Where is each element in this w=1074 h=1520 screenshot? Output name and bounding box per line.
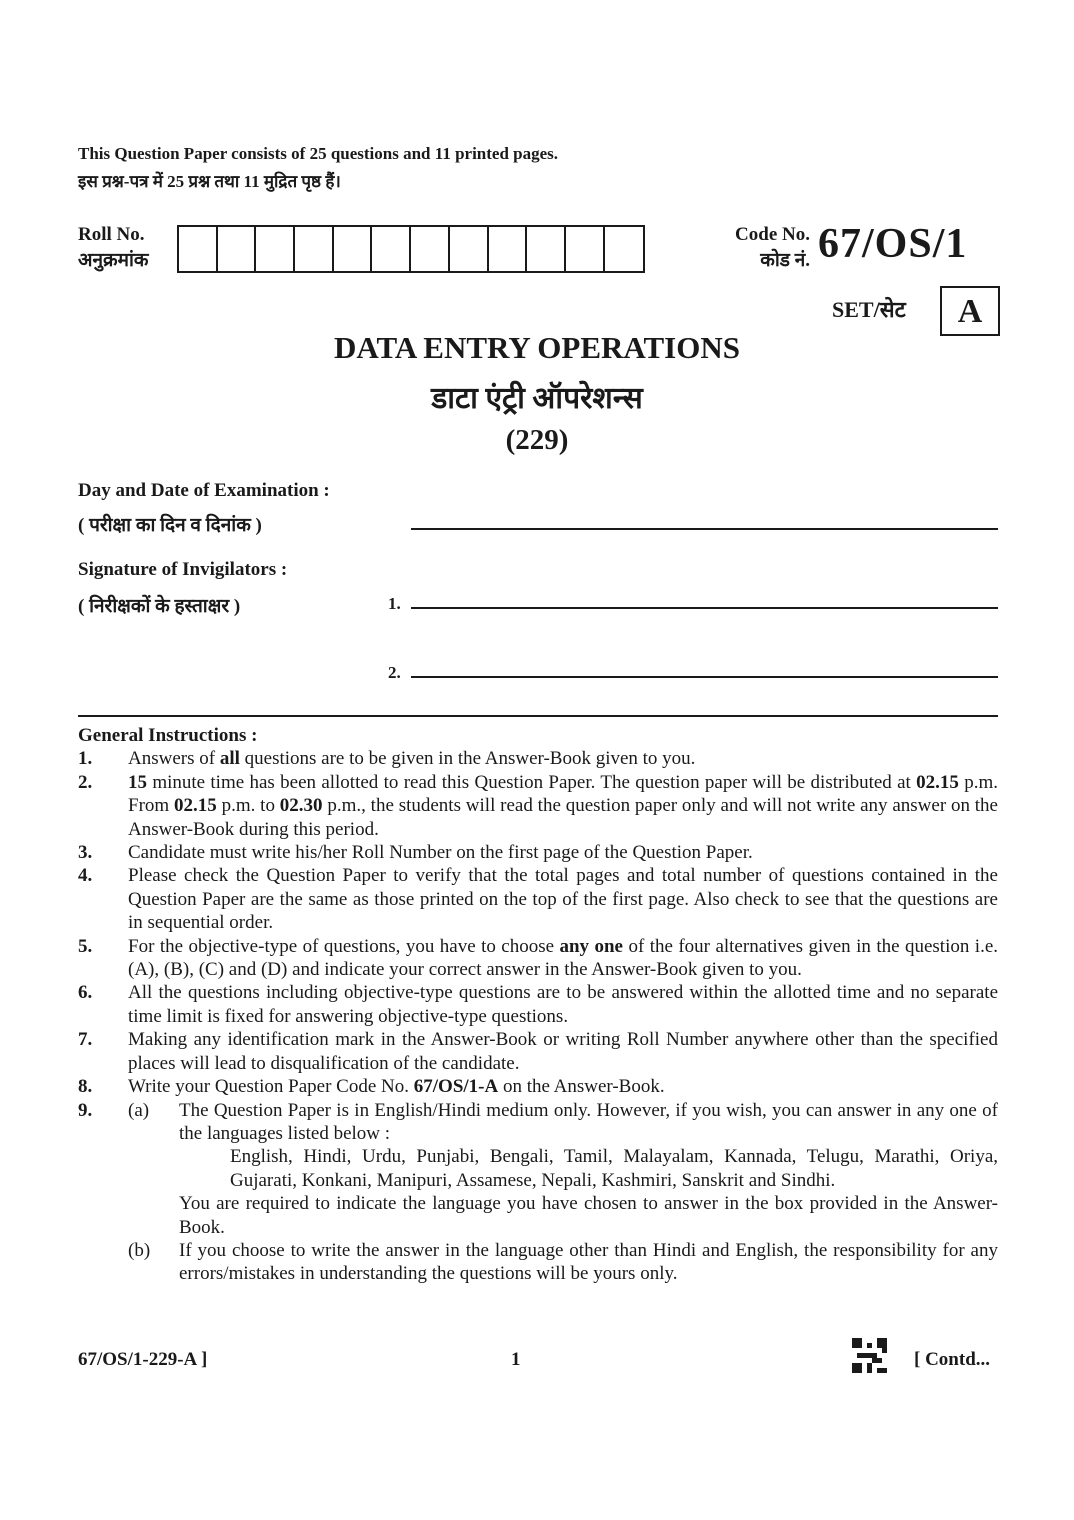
signature-2-label: 2. xyxy=(388,663,401,682)
instruction-text xyxy=(128,1099,998,1286)
signature-1-label: 1. xyxy=(388,594,401,613)
section-divider xyxy=(78,715,998,717)
roll-cell[interactable] xyxy=(489,227,528,271)
instruction-item xyxy=(78,981,998,1028)
instruction-text: Candidate must write his/her Roll Number on the first page of the Question Paper. xyxy=(128,842,753,864)
paper-consists-hi: इस प्रश्न-पत्र में 25 प्रश्न तथा 11 मुद्रित पृष्ठ हैं। xyxy=(78,172,341,191)
exam-date-field[interactable] xyxy=(411,528,998,530)
footer-paper-code: 67/OS/1-229-A ] xyxy=(78,1349,208,1370)
language-list: English, Hindi, Urdu, Punjabi, Bengali, Tamil, Malayalam, Kannada, Telugu, Marathi, Oriya, Gujarati, Konkani, Manipuri, Assamese, Nepali, Kashmiri, Sanskrit and Sindhi. xyxy=(230,1146,998,1191)
set-label: SET/सेट xyxy=(832,297,906,322)
roll-label xyxy=(78,222,149,274)
instruction-text: For the objective-type of questions, you have to choose any one of the four alternatives given in the question i.e. (A), (B), (C) and (D) and indicate your correct answer in the Answer-Book given to you. xyxy=(128,935,998,981)
subject-title-en: DATA ENTRY OPERATIONS xyxy=(334,330,740,365)
instruction-text: All the questions including objective-type questions are to be answered within the allotted time and no separate time limit is fixed for answering objective-type questions. xyxy=(128,982,998,1027)
instruction-item xyxy=(78,1028,998,1075)
instruction-number: 4. xyxy=(78,865,93,887)
sub-instruction-text: The Question Paper is in English/Hindi medium only. However, if you wish, you can answer in any one of the languages listed below : xyxy=(179,1099,998,1144)
sub-instruction xyxy=(128,1239,998,1286)
roll-cell[interactable] xyxy=(527,227,566,271)
instruction-number: 2. xyxy=(78,771,93,793)
roll-cell[interactable] xyxy=(256,227,295,271)
roll-cell[interactable] xyxy=(605,227,644,271)
instruction-number: 5. xyxy=(78,935,93,957)
instruction-item xyxy=(78,864,998,934)
paper-consists-en: This Question Paper consists of 25 questions and 11 printed pages. xyxy=(78,144,559,163)
invigilator-signature-label-hi: ( निरीक्षकों के हस्ताक्षर ) xyxy=(78,596,241,617)
instruction-text: Answers of all questions are to be given in the Answer-Book given to you. xyxy=(128,748,696,770)
signature-1-field[interactable] xyxy=(411,607,998,609)
instruction-item xyxy=(78,841,998,864)
code-number: 67/OS/1 xyxy=(818,221,968,267)
instruction-text: 15 minute time has been allotted to read this Question Paper. The question paper will be distributed at 02.15 p.m. From 02.15 p.m. to 02.30 p.m., the students will read the question paper only and will not write any answer on the Answer-Book during this period. xyxy=(128,771,999,840)
exam-date-label-hi: ( परीक्षा का दिन व दिनांक ) xyxy=(78,515,262,536)
roll-cell[interactable] xyxy=(566,227,605,271)
roll-cell[interactable] xyxy=(372,227,411,271)
code-label-en: Code No. xyxy=(735,224,810,245)
instruction-text: Write your Question Paper Code No. 67/OS/1-A on the Answer-Book. xyxy=(128,1076,665,1098)
instruction-number: 3. xyxy=(78,842,93,864)
sub-instruction-text: If you choose to write the answer in the language other than Hindi and English, the responsibility for any errors/mistakes in understanding the questions will be yours only. xyxy=(179,1239,998,1285)
instruction-text: Making any identification mark in the Answer-Book or writing Roll Number anywhere other than the specified places will lead to disqualification of the candidate. xyxy=(128,1029,998,1074)
sub-instruction-letter: (b) xyxy=(128,1239,151,1261)
instruction-item xyxy=(78,935,998,982)
instructions-title: General Instructions : xyxy=(78,725,258,746)
instruction-item xyxy=(78,771,998,841)
code-label-hi: कोड नं. xyxy=(760,250,810,271)
roll-label-hi: अनुक्रमांक xyxy=(78,250,149,271)
subject-code: (229) xyxy=(505,424,569,456)
roll-cell[interactable] xyxy=(334,227,373,271)
language-note: You are required to indicate the language you have chosen to answer in the box provided in the Answer-Book. xyxy=(179,1193,998,1238)
instruction-number: 7. xyxy=(78,1029,93,1051)
roll-cell[interactable] xyxy=(411,227,450,271)
subject-title-hi: डाटा एंट्री ऑपरेशन्स xyxy=(431,382,643,415)
code-label xyxy=(735,222,810,274)
roll-cell[interactable] xyxy=(450,227,489,271)
continued-label: [ Contd... xyxy=(914,1349,991,1370)
signature-2-field[interactable] xyxy=(411,676,998,678)
roll-cell[interactable] xyxy=(179,227,218,271)
roll-cell[interactable] xyxy=(218,227,257,271)
qr-code-icon xyxy=(852,1338,887,1373)
sub-instruction-letter: (a) xyxy=(128,1099,150,1121)
instruction-number: 9. xyxy=(78,1099,93,1121)
invigilator-signature-label-en: Signature of Invigilators : xyxy=(78,559,288,580)
instruction-number: 1. xyxy=(78,748,93,770)
instruction-item xyxy=(78,747,998,770)
instruction-item xyxy=(78,1075,998,1098)
roll-number-grid[interactable] xyxy=(177,225,645,273)
general-instructions xyxy=(78,724,998,1286)
instruction-number: 8. xyxy=(78,1076,93,1098)
sub-instruction xyxy=(128,1099,998,1146)
instruction-item xyxy=(78,1099,998,1286)
set-badge: A xyxy=(940,286,1000,336)
roll-label-en: Roll No. xyxy=(78,224,145,245)
exam-date-label-en: Day and Date of Examination : xyxy=(78,480,330,501)
roll-cell[interactable] xyxy=(295,227,334,271)
instruction-text: Please check the Question Paper to verify that the total pages and total number of questions contained in the Question Paper are the same as those printed on the top of the first page. Also check to see that the questions are in sequential order. xyxy=(128,865,998,934)
instruction-number: 6. xyxy=(78,982,93,1004)
page-number: 1 xyxy=(511,1349,521,1370)
